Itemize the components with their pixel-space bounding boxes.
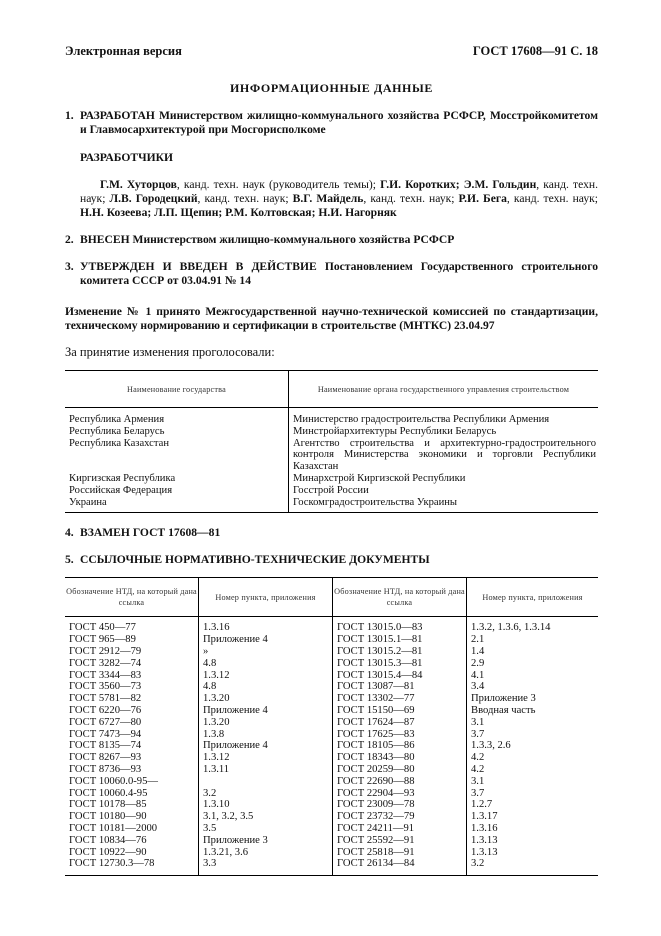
table-row xyxy=(65,670,598,682)
ref-clause: Приложение 4 xyxy=(199,634,333,646)
ref-document: ГОСТ 10180—90 xyxy=(65,811,199,823)
developer-name: Л.В. Городецкий xyxy=(109,192,198,205)
ref-document: ГОСТ 6220—76 xyxy=(65,705,199,717)
authority-name: Госстрой России xyxy=(293,484,369,496)
ref-clause: 1.3.8 xyxy=(199,729,333,741)
table-row xyxy=(65,847,598,859)
section-number: 3. xyxy=(65,260,74,273)
ref-clause: 1.3.12 xyxy=(199,752,333,764)
ref-document: ГОСТ 5781—82 xyxy=(65,693,199,705)
ref-clause: 1.3.3, 2.6 xyxy=(471,740,511,752)
table-row xyxy=(65,634,598,646)
table-row xyxy=(65,497,598,513)
table-row xyxy=(65,776,598,788)
ref-document: ГОСТ 22904—93 xyxy=(333,788,467,800)
table-row xyxy=(65,693,598,705)
ref-document: ГОСТ 13015.3—81 xyxy=(333,658,467,670)
ref-clause: Приложение 3 xyxy=(471,693,536,705)
table-row xyxy=(65,729,598,741)
ref-document: ГОСТ 15150—69 xyxy=(333,705,467,717)
ref-clause-col-header: Номер пункта, приложения xyxy=(199,578,333,617)
table-row xyxy=(65,858,598,875)
section-number: 1. xyxy=(65,109,74,122)
ref-clause: 3.7 xyxy=(471,728,485,740)
ref-clause: Приложение 4 xyxy=(199,740,333,752)
ref-document: ГОСТ 2912—79 xyxy=(65,646,199,658)
ref-document: ГОСТ 6727—80 xyxy=(65,717,199,729)
developer-name: Г.И. Коротких; Э.М. Гольдин xyxy=(380,178,537,191)
ref-document: ГОСТ 13302—77 xyxy=(333,693,467,705)
ref-clause: 3.1, 3.2, 3.5 xyxy=(199,811,333,823)
ref-clause: 1.3.17 xyxy=(471,811,498,823)
table-row xyxy=(65,485,598,497)
table-row xyxy=(65,408,598,426)
table-row xyxy=(65,823,598,835)
table-row xyxy=(65,438,598,473)
ref-document: ГОСТ 10178—85 xyxy=(65,799,199,811)
developers-heading: РАЗРАБОТЧИКИ xyxy=(80,151,174,164)
ref-document: ГОСТ 13015.0—83 xyxy=(333,617,467,634)
ref-clause: Вводная часть xyxy=(471,704,536,716)
section-number: 5. xyxy=(65,553,74,567)
ref-document: ГОСТ 10060.0-95— xyxy=(65,776,199,788)
ref-document: ГОСТ 17624—87 xyxy=(333,717,467,729)
header-standard-page: ГОСТ 17608—91 С. 18 xyxy=(472,44,598,58)
ref-clause: » xyxy=(199,646,333,658)
section-text: Министерством жилищно-коммунального хозяйства РСФСР xyxy=(129,233,455,246)
table-row xyxy=(65,658,598,670)
table-row xyxy=(65,681,598,693)
developer-degree: , канд. техн. наук; xyxy=(363,192,459,205)
authority-name: Минстройархитектуры Республики Беларусь xyxy=(293,425,497,437)
authority-col-header: Наименование органа государственного управления строительством xyxy=(289,371,599,408)
ref-clause: 1.3.13 xyxy=(471,834,498,846)
ref-clause: 4.1 xyxy=(471,669,485,681)
ref-clause: 1.3.16 xyxy=(199,617,333,634)
state-name: Республика Армения xyxy=(65,408,289,426)
ref-clause: Приложение 3 xyxy=(199,835,333,847)
authority-name: Министерство градостроительства Республики Армения xyxy=(293,414,550,425)
table-row xyxy=(65,717,598,729)
ref-clause xyxy=(199,776,333,788)
ref-document: ГОСТ 10060.4-95 xyxy=(65,788,199,800)
ref-document: ГОСТ 23009—78 xyxy=(333,799,467,811)
header-edition: Электронная версия xyxy=(65,44,182,58)
ref-clause: 3.2 xyxy=(199,788,333,800)
table-row xyxy=(65,835,598,847)
ref-clause: 3.3 xyxy=(199,858,333,875)
authority-name: Агентство строительства и архитектурно-градостроительного контроля Министерства экономики и торговли Республики Казахстан xyxy=(293,437,596,473)
section-developed xyxy=(65,109,598,137)
ref-document: ГОСТ 20259—80 xyxy=(333,764,467,776)
developer-degree: , канд. техн. наук (руководитель темы); xyxy=(176,178,381,191)
ref-document: ГОСТ 13087—81 xyxy=(333,681,467,693)
section-lead: ВНЕСЕН xyxy=(80,233,130,246)
ref-clause: 4.2 xyxy=(471,752,485,764)
ref-clause: 1.3.21, 3.6 xyxy=(199,847,333,859)
amendment-note: Изменение № 1 принято Межгосударственной научно-технической комиссией по стандартизации, техническому нормированию и сертификации в строительстве (МНТКС) 23.04.97 xyxy=(65,305,598,332)
section-lead: УТВЕРЖДЕН И ВВЕДЕН В ДЕЙСТВИЕ xyxy=(80,260,317,273)
table-row xyxy=(65,617,598,634)
ref-clause: 3.2 xyxy=(471,858,485,870)
section-number: 2. xyxy=(65,233,74,246)
ref-document: ГОСТ 10181—2000 xyxy=(65,823,199,835)
ref-document: ГОСТ 13015.2—81 xyxy=(333,646,467,658)
ref-document: ГОСТ 18105—86 xyxy=(333,740,467,752)
ref-document: ГОСТ 10922—90 xyxy=(65,847,199,859)
ref-clause: 1.3.16 xyxy=(471,822,498,834)
ref-document: ГОСТ 25818—91 xyxy=(333,847,467,859)
ref-clause: 1.3.12 xyxy=(199,670,333,682)
ref-document: ГОСТ 18343—80 xyxy=(333,752,467,764)
ref-clause: 3.1 xyxy=(471,775,485,787)
state-name: Республика Беларусь xyxy=(65,426,289,438)
developer-name: Р.И. Бега xyxy=(458,192,507,205)
section-number: 4. xyxy=(65,526,74,540)
section-references xyxy=(65,553,598,567)
ref-document: ГОСТ 24211—91 xyxy=(333,823,467,835)
ref-clause: 2.9 xyxy=(471,657,485,669)
section-lead: ВЗАМЕН ГОСТ 17608—81 xyxy=(80,526,221,540)
ref-clause: 1.3.13 xyxy=(471,846,498,858)
ref-clause: 1.3.20 xyxy=(199,717,333,729)
ref-clause: 4.8 xyxy=(199,658,333,670)
ref-document: ГОСТ 10834—76 xyxy=(65,835,199,847)
ref-document: ГОСТ 25592—91 xyxy=(333,835,467,847)
section-introduced xyxy=(65,233,598,247)
ref-document: ГОСТ 3282—74 xyxy=(65,658,199,670)
table-row xyxy=(65,788,598,800)
ref-document: ГОСТ 22690—88 xyxy=(333,776,467,788)
ref-clause: 3.5 xyxy=(199,823,333,835)
section-text: Министерством жилищно-коммунального хозяйства РСФСР, Мосстройкомитетом и Главмосархитектурой при Мосгорисполкоме xyxy=(80,109,598,136)
ref-clause: 2.1 xyxy=(471,634,485,646)
table-row xyxy=(65,705,598,717)
developer-degree: , канд. техн. наук; xyxy=(80,178,598,205)
table-row xyxy=(65,799,598,811)
state-name: Киргизская Республика xyxy=(65,473,289,485)
developer-name: Н.Н. Козеева; Л.П. Щепин; Р.М. Колтовская; Н.И. Нагорняк xyxy=(80,206,397,219)
table-row xyxy=(65,646,598,658)
ref-clause: 3.1 xyxy=(471,716,485,728)
ref-document: ГОСТ 13015.4—84 xyxy=(333,670,467,682)
table-row xyxy=(65,473,598,485)
authority-name: Минархстрой Киргизской Республики xyxy=(293,472,466,484)
table-row xyxy=(65,752,598,764)
ref-doc-col-header: Обозначение НТД, на который дана ссылка xyxy=(333,578,467,617)
developer-degree: , канд. техн. наук; xyxy=(506,192,598,205)
developers-list xyxy=(80,178,598,220)
ref-clause: 1.2.7 xyxy=(471,799,493,811)
ref-clause: 3.4 xyxy=(471,681,485,693)
vote-intro: За принятие изменения проголосовали: xyxy=(65,345,275,359)
states-table xyxy=(65,370,598,513)
section-replaces xyxy=(65,526,598,540)
references-table xyxy=(65,577,598,876)
ref-document: ГОСТ 12730.3—78 xyxy=(65,858,199,875)
developer-name: В.Г. Майдель xyxy=(292,192,364,205)
state-name: Украина xyxy=(65,497,289,513)
ref-clause: 4.8 xyxy=(199,681,333,693)
table-row xyxy=(65,740,598,752)
ref-clause: 1.3.10 xyxy=(199,799,333,811)
ref-document: ГОСТ 450—77 xyxy=(65,617,199,634)
ref-document: ГОСТ 8267—93 xyxy=(65,752,199,764)
section-lead: ССЫЛОЧНЫЕ НОРМАТИВНО-ТЕХНИЧЕСКИЕ ДОКУМЕНТЫ xyxy=(80,553,430,567)
authority-name: Госкомградостроительства Украины xyxy=(293,496,458,508)
page-title: ИНФОРМАЦИОННЫЕ ДАННЫЕ xyxy=(230,81,433,95)
state-name: Республика Казахстан xyxy=(65,438,289,473)
state-name: Российская Федерация xyxy=(65,485,289,497)
ref-document: ГОСТ 7473—94 xyxy=(65,729,199,741)
section-lead: РАЗРАБОТАН xyxy=(80,109,155,122)
states-col-header: Наименование государства xyxy=(65,371,289,408)
developer-degree: , канд. техн. наук; xyxy=(197,192,293,205)
ref-doc-col-header: Обозначение НТД, на который дана ссылка xyxy=(65,578,199,617)
section-approved xyxy=(65,260,598,288)
ref-document: ГОСТ 17625—83 xyxy=(333,729,467,741)
developer-name: Г.М. Хуторцов xyxy=(100,178,177,191)
ref-document: ГОСТ 23732—79 xyxy=(333,811,467,823)
ref-clause: 3.7 xyxy=(471,787,485,799)
ref-document: ГОСТ 965—89 xyxy=(65,634,199,646)
section-text: Постановлением Государственного строительного комитета СССР от 03.04.91 № 14 xyxy=(80,260,598,287)
ref-clause-col-header: Номер пункта, приложения xyxy=(467,578,599,617)
ref-document: ГОСТ 3560—73 xyxy=(65,681,199,693)
page-header xyxy=(65,44,598,59)
ref-clause: 1.4 xyxy=(471,645,485,657)
ref-clause: 1.3.11 xyxy=(199,764,333,776)
ref-document: ГОСТ 26134—84 xyxy=(333,858,467,875)
table-row xyxy=(65,764,598,776)
ref-document: ГОСТ 8736—93 xyxy=(65,764,199,776)
ref-document: ГОСТ 8135—74 xyxy=(65,740,199,752)
table-row xyxy=(65,811,598,823)
ref-clause: 4.2 xyxy=(471,763,485,775)
ref-document: ГОСТ 3344—83 xyxy=(65,670,199,682)
ref-clause: 1.3.2, 1.3.6, 1.3.14 xyxy=(471,622,551,634)
ref-document: ГОСТ 13015.1—81 xyxy=(333,634,467,646)
ref-clause: Приложение 4 xyxy=(199,705,333,717)
table-row xyxy=(65,426,598,438)
ref-clause: 1.3.20 xyxy=(199,693,333,705)
